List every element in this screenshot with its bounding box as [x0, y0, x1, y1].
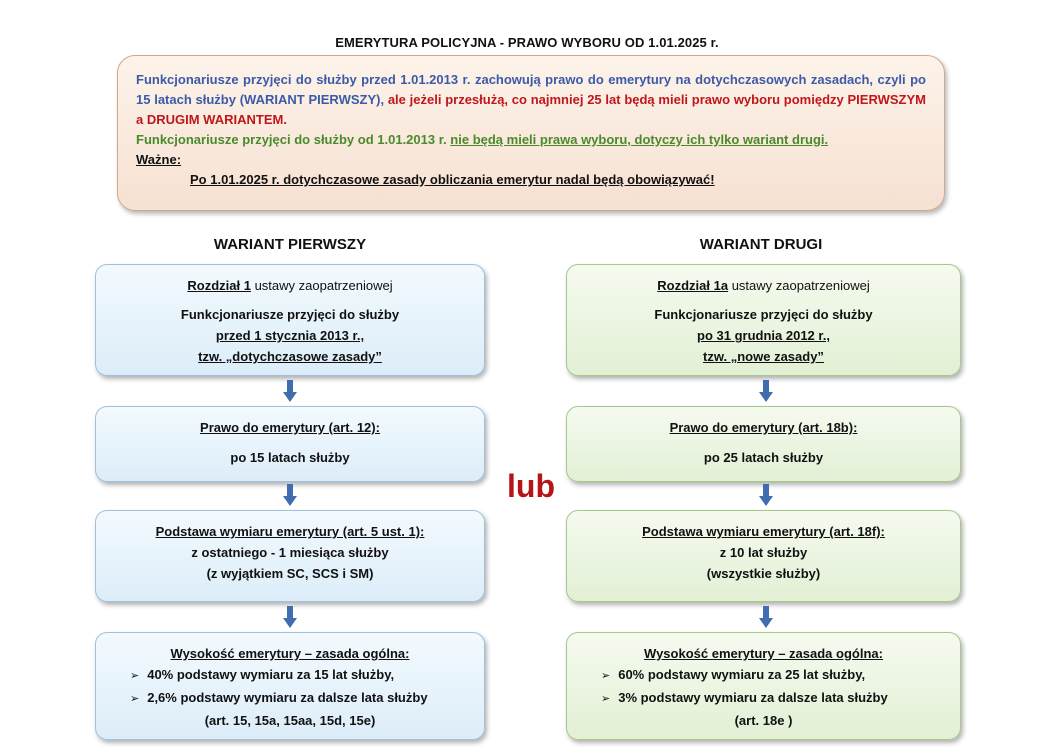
right-right-to-pension-box	[566, 406, 961, 482]
arrowhead-bullet-icon: ➢	[601, 693, 611, 705]
left-chapter: Rozdział 1	[187, 278, 251, 293]
intro-blue-text: Funkcjonariusze przyjęci do służby przed 1.01.2013 r. zachowują prawo do emerytury na dotychczasowych zasadach, czyli po 15 latach służby (WARIANT PIERWSZY),	[136, 72, 926, 107]
left-box1-line3: przed 1 stycznia 2013 r.,	[215, 328, 365, 343]
separator-lub: lub	[507, 468, 555, 504]
list-item: ➢ 40% podstawy wymiaru za 15 lat służby,	[130, 667, 395, 682]
down-arrow-icon	[283, 484, 297, 506]
left-chapter-box	[95, 264, 485, 376]
arrowhead-bullet-icon: ➢	[130, 670, 140, 682]
right-box2-title: Prawo do emerytury (art. 18b):	[669, 420, 858, 435]
right-chapter-rest: ustawy zaopatrzeniowej	[728, 278, 870, 293]
left-amount-box	[95, 632, 485, 740]
list-item: ➢ 2,6% podstawy wymiaru za dalsze lata służby	[130, 690, 428, 705]
page-title: EMERYTURA POLICYJNA - PRAWO WYBORU OD 1.01.2025 r.	[335, 35, 719, 50]
intro-box	[117, 55, 945, 211]
left-chapter-rest: ustawy zaopatrzeniowej	[250, 278, 393, 293]
left-box4-ref: (art. 15, 15a, 15aa, 15d, 15e)	[204, 713, 376, 728]
list-item: ➢ 3% podstawy wymiaru za dalsze lata służby	[601, 690, 888, 705]
down-arrow-icon	[283, 380, 297, 402]
right-box3-line2: (wszystkie służby)	[706, 566, 821, 581]
right-chapter-box	[566, 264, 961, 376]
list-item: ➢ 60% podstawy wymiaru za 25 lat służby,	[601, 667, 866, 682]
right-box3-line1: z 10 lat służby	[719, 545, 808, 560]
down-arrow-icon	[759, 606, 773, 628]
intro-red-text: ale jeżeli przesłużą, co najmniej 25 lat będą mieli prawo wyboru pomiędzy PIERWSZYM a DRUGIM WARIANTEM.	[136, 92, 926, 127]
left-box1-line2: Funkcjonariusze przyjęci do służby	[180, 307, 400, 322]
right-box1-line3: po 31 grudnia 2012 r.,	[697, 328, 830, 343]
right-base-box	[566, 510, 961, 602]
right-box1-line4: tzw. „nowe zasady”	[703, 349, 824, 364]
intro-note-text: Po 1.01.2025 r. dotychczasowe zasady obliczania emerytur nadal będą obowiązywać!	[190, 172, 715, 187]
down-arrow-icon	[759, 380, 773, 402]
right-box3-title: Podstawa wymiaru emerytury (art. 18f):	[642, 524, 885, 539]
right-box2-line: po 25 latach służby	[703, 450, 824, 465]
left-box3-line2: (z wyjątkiem SC, SCS i SM)	[206, 566, 374, 581]
down-arrow-icon	[759, 484, 773, 506]
left-base-box	[95, 510, 485, 602]
intro-note-label: Ważne:	[136, 152, 182, 167]
right-column-heading: WARIANT DRUGI	[699, 236, 823, 253]
left-box3-title: Podstawa wymiaru emerytury (art. 5 ust. 1):	[155, 524, 425, 539]
left-box3-line1: z ostatniego - 1 miesiąca służby	[191, 545, 389, 560]
right-amount-box	[566, 632, 961, 740]
left-box2-title: Prawo do emerytury (art. 12):	[200, 420, 380, 435]
right-box4-title: Wysokość emerytury – zasada ogólna:	[644, 646, 883, 661]
left-box4-title: Wysokość emerytury – zasada ogólna:	[170, 646, 410, 661]
right-chapter: Rozdział 1a	[657, 278, 729, 293]
intro-green-text: Funkcjonariusze przyjęci do służby od 1.01.2013 r.	[136, 132, 447, 147]
right-box1-line2: Funkcjonariusze przyjęci do służby	[654, 307, 873, 322]
down-arrow-icon	[283, 606, 297, 628]
right-box4-ref: (art. 18e )	[734, 713, 793, 728]
left-box2-line: po 15 latach służby	[230, 450, 350, 465]
left-right-to-pension-box	[95, 406, 485, 482]
arrowhead-bullet-icon: ➢	[601, 670, 611, 682]
left-column-heading: WARIANT PIERWSZY	[213, 236, 367, 253]
intro-green-underlined: nie będą mieli prawa wyboru, dotyczy ich tylko wariant drugi.	[450, 132, 829, 147]
arrowhead-bullet-icon: ➢	[130, 693, 140, 705]
left-box1-line4: tzw. „dotychczasowe zasady”	[198, 349, 382, 364]
